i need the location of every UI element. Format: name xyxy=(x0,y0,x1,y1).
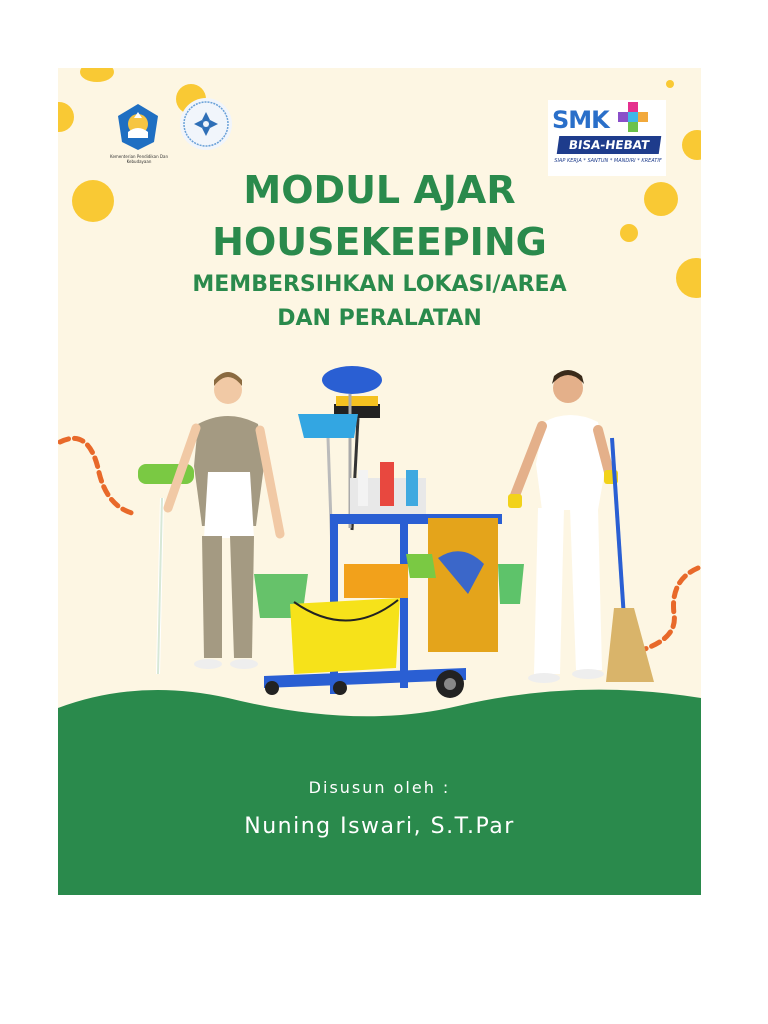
smk-wordmark: SMK xyxy=(552,106,609,134)
smk-bisa-hebat-logo xyxy=(548,100,666,176)
plus-icon xyxy=(618,102,648,132)
housekeeper-woman xyxy=(138,372,308,674)
title-line-2: HOUSEKEEPING xyxy=(212,220,547,264)
compiled-by-label: Disusun oleh : xyxy=(308,778,451,797)
subtitle-line-2: DAN PERALATAN xyxy=(277,306,482,331)
decor-dot xyxy=(666,80,674,88)
tut-wuri-handayani-logo xyxy=(114,102,162,152)
cover-page xyxy=(58,68,701,895)
decor-dot xyxy=(80,68,114,82)
ministry-caption: Kementerian Pendidikan Dan Kebudayaan xyxy=(110,154,168,164)
decor-dot xyxy=(682,130,701,160)
orange-dash-decor xyxy=(60,438,136,514)
cleaning-illustration xyxy=(58,358,701,728)
cleaning-cart xyxy=(264,366,524,698)
bbppmpv-emblem-icon xyxy=(180,98,232,150)
housekeeper-man xyxy=(508,370,654,683)
decor-dot xyxy=(58,102,74,132)
title-line-1: MODUL AJAR xyxy=(243,168,516,212)
subtitle-line-1: MEMBERSIHKAN LOKASI/AREA xyxy=(192,272,567,297)
orange-dash-decor xyxy=(642,568,698,650)
smk-tagline: SIAP KERJA * SANTUN * MANDIRI * KREATIF xyxy=(554,158,662,164)
smk-badge: BISA-HEBAT xyxy=(557,136,662,154)
bbppmpv-logo xyxy=(180,98,232,150)
author-name: Nuning Iswari, S.T.Par xyxy=(244,814,515,839)
